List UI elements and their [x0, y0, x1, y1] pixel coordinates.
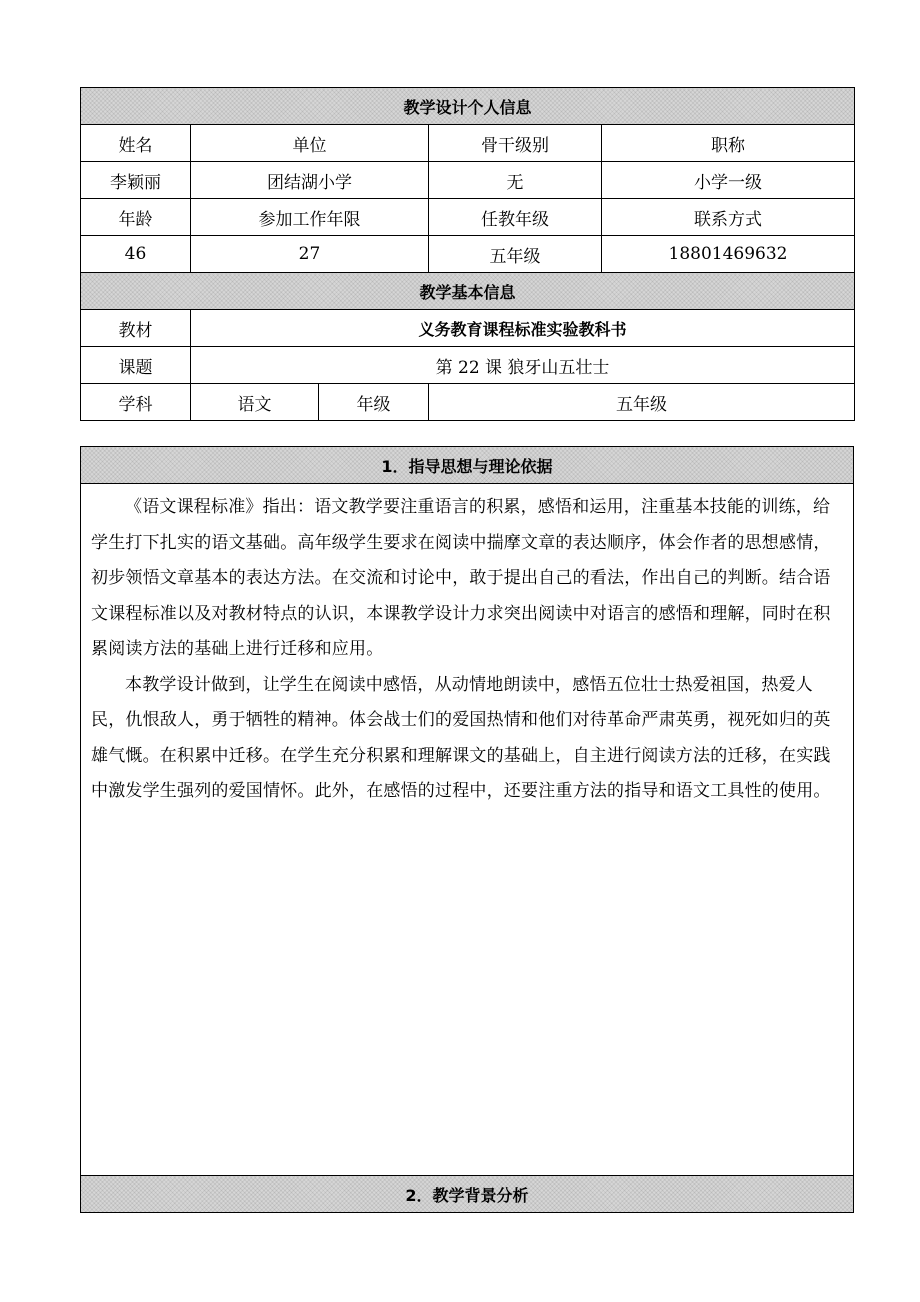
value-teaching-grade: 五年级 [429, 236, 602, 273]
value-contact: 18801469632 [602, 236, 855, 273]
label-teaching-grade: 任教年级 [429, 199, 602, 236]
label-contact: 联系方式 [602, 199, 855, 236]
section1-body [81, 484, 854, 1176]
section1-paragraph: 《语文课程标准》指出：语文教学要注重语言的积累，感悟和运用，注重基本技能的训练，给学生打下扎实的语文基础。高年级学生要求在阅读中揣摩文章的表达顺序，体会作者的思想感情，初步领悟文章基本的表达方法。在交流和讨论中，敢于提出自己的看法，作出自己的判断。结合语文课程标准以及对教材特点的认识，本课教学设计力求突出阅读中对语言的感悟和理解，同时在积累阅读方法的基础上进行迁移和应用。 [91, 497, 831, 659]
label-topic: 课题 [81, 347, 191, 384]
label-years: 参加工作年限 [191, 199, 429, 236]
value-textbook: 义务教育课程标准实验教科书 [191, 310, 855, 347]
label-unit: 单位 [191, 125, 429, 162]
value-level: 无 [429, 162, 602, 199]
value-age: 46 [81, 236, 191, 273]
section1-paragraph: 本教学设计做到，让学生在阅读中感悟，从动情地朗读中，感悟五位壮士热爱祖国，热爱人民，仇恨敌人，勇于牺牲的精神。体会战士们的爱国热情和他们对待革命严肃英勇，视死如归的英雄气慨。在积累中迁移。在学生充分积累和理解课文的基础上，自主进行阅读方法的迁移，在实践中激发学生强列的爱国情怀。此外，在感悟的过程中，还要注重方法的指导和语文工具性的使用。 [91, 674, 831, 801]
section2-header: 2．教学背景分析 [81, 1176, 854, 1213]
value-subject: 语文 [191, 384, 319, 421]
label-subject: 学科 [81, 384, 191, 421]
info-table [80, 87, 855, 421]
label-grade: 年级 [319, 384, 429, 421]
label-textbook: 教材 [81, 310, 191, 347]
value-grade: 五年级 [429, 384, 855, 421]
section1-header: 1．指导思想与理论依据 [81, 447, 854, 484]
value-unit: 团结湖小学 [191, 162, 429, 199]
label-age: 年龄 [81, 199, 191, 236]
value-years: 27 [191, 236, 429, 273]
label-name: 姓名 [81, 125, 191, 162]
value-name: 李颖丽 [81, 162, 191, 199]
basic-info-header: 教学基本信息 [81, 273, 855, 310]
label-title: 职称 [602, 125, 855, 162]
value-title: 小学一级 [602, 162, 855, 199]
value-topic: 第 22 课 狼牙山五壮士 [191, 347, 855, 384]
section-table [80, 446, 854, 1213]
label-level: 骨干级别 [429, 125, 602, 162]
personal-info-header: 教学设计个人信息 [81, 88, 855, 125]
